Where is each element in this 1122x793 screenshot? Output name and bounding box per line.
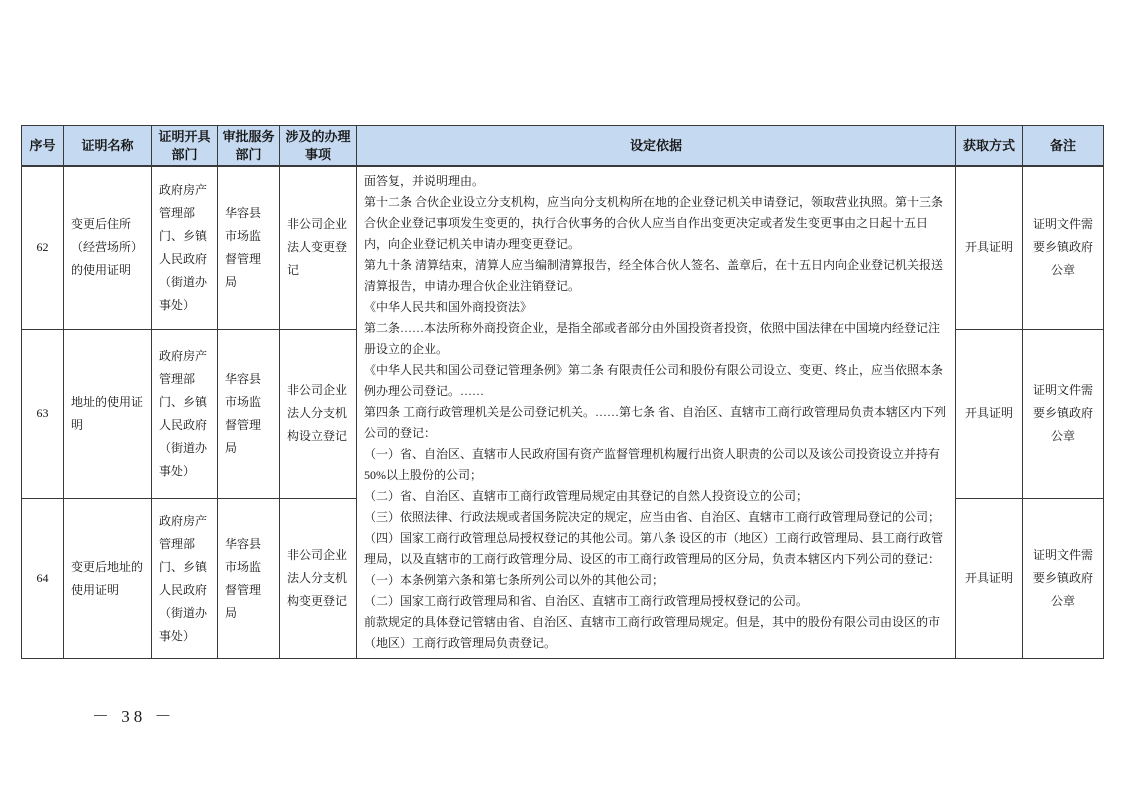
basis-cell <box>357 166 956 659</box>
basis-paragraph: （三）依照法律、行政法规或者国务院决定的规定，应当由省、自治区、直辖市工商行政管理局登记的公司； <box>364 510 941 525</box>
basis-paragraph: 面答复，并说明理由。 <box>364 174 485 189</box>
issuing-dept-cell: 政府房产管理部门、乡镇人民政府（街道办事处） <box>152 329 218 499</box>
certificate-name-cell: 变更后住所（经营场所）的使用证明 <box>64 166 152 329</box>
column-header-method: 获取方式 <box>956 126 1023 167</box>
remark-cell: 证明文件需要乡镇政府公章 <box>1023 499 1104 659</box>
basis-paragraph: （二）国家工商行政管理局和省、自治区、直辖市工商行政管理局授权登记的公司。 <box>364 594 809 609</box>
page-number: － 38 － <box>92 707 176 726</box>
certificate-name-cell: 地址的使用证明 <box>64 329 152 499</box>
matter-cell: 非公司企业法人分支机构设立登记 <box>280 329 357 499</box>
certificates-table <box>21 125 1104 659</box>
basis-paragraph: 《中华人民共和国公司登记管理条例》第二条 有限责任公司和股份有限公司设立、变更、终止，应当依照本条例办理公司登记。…… <box>364 363 944 399</box>
column-header-remark: 备注 <box>1023 126 1104 167</box>
table-header-row <box>22 126 1104 167</box>
column-header-basis: 设定依据 <box>357 126 956 167</box>
issuing-dept-cell: 政府房产管理部门、乡镇人民政府（街道办事处） <box>152 499 218 659</box>
seq-cell: 62 <box>22 166 64 329</box>
basis-paragraph: 《中华人民共和国外商投资法》 <box>364 300 533 315</box>
column-header-matter: 涉及的办理事项 <box>280 126 357 167</box>
basis-paragraph: 第四条 工商行政管理机关是公司登记机关。……第七条 省、自治区、直辖市工商行政管理局负责本辖区内下列公司的登记： <box>364 405 947 441</box>
remark-cell: 证明文件需要乡镇政府公章 <box>1023 166 1104 329</box>
column-header-issuing-dept: 证明开具部门 <box>152 126 218 167</box>
column-header-approval-dept: 审批服务部门 <box>218 126 280 167</box>
column-header-certificate-name: 证明名称 <box>64 126 152 167</box>
approval-dept-cell: 华容县市场监督管理局 <box>218 329 280 499</box>
column-header-seq: 序号 <box>22 126 64 167</box>
matter-cell: 非公司企业法人分支机构变更登记 <box>280 499 357 659</box>
method-cell: 开具证明 <box>956 499 1023 659</box>
basis-paragraph: 第十二条 合伙企业设立分支机构，应当向分支机构所在地的企业登记机关申请登记，领取营业执照。第十三条 合伙企业登记事项发生变更的，执行合伙事务的合伙人应当自作出变更决定或者发生变更事由之日起十五日内，向企业登记机关申请办理变更登记。 <box>364 195 944 252</box>
basis-paragraph: （一）省、自治区、直辖市人民政府国有资产监督管理机构履行出资人职责的公司以及该公司投资设立并持有 50%以上股份的公司； <box>364 447 941 483</box>
table-row <box>22 166 1104 329</box>
seq-cell: 63 <box>22 329 64 499</box>
basis-paragraph: 前款规定的具体登记管辖由省、自治区、直辖市工商行政管理局规定。但是，其中的股份有限公司由设区的市（地区）工商行政管理局负责登记。 <box>364 615 941 651</box>
certificate-name-cell: 变更后地址的使用证明 <box>64 499 152 659</box>
issuing-dept-cell: 政府房产管理部门、乡镇人民政府（街道办事处） <box>152 166 218 329</box>
method-cell: 开具证明 <box>956 329 1023 499</box>
basis-paragraph: （二）省、自治区、直辖市工商行政管理局规定由其登记的自然人投资设立的公司； <box>364 489 809 504</box>
method-cell: 开具证明 <box>956 166 1023 329</box>
approval-dept-cell: 华容县市场监督管理局 <box>218 166 280 329</box>
basis-paragraph: （一）本条例第六条和第七条所列公司以外的其他公司； <box>364 573 665 588</box>
basis-paragraph: 第九十条 清算结束，清算人应当编制清算报告，经全体合伙人签名、盖章后，在十五日内向企业登记机关报送清算报告，申请办理合伙企业注销登记。 <box>364 258 944 294</box>
basis-paragraph: 第二条……本法所称外商投资企业，是指全部或者部分由外国投资者投资，依照中国法律在中国境内经登记注册设立的企业。 <box>364 321 941 357</box>
seq-cell: 64 <box>22 499 64 659</box>
remark-cell: 证明文件需要乡镇政府公章 <box>1023 329 1104 499</box>
approval-dept-cell: 华容县市场监督管理局 <box>218 499 280 659</box>
matter-cell: 非公司企业法人变更登记 <box>280 166 357 329</box>
basis-paragraph: （四）国家工商行政管理总局授权登记的其他公司。第八条 设区的市（地区）工商行政管理局、县工商行政管理局，以及直辖市的工商行政管理分局、设区的市工商行政管理局的区分局，负责本辖区内下列公司的登记： <box>364 531 944 567</box>
